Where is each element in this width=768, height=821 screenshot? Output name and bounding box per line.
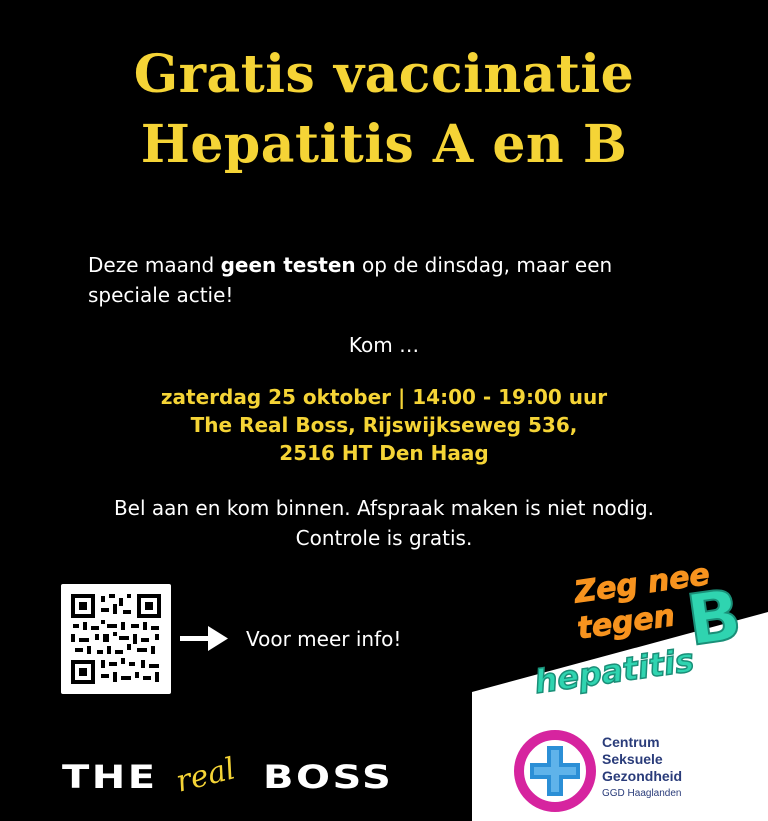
hepatitis-b-sticker xyxy=(520,552,760,702)
csg-logo xyxy=(512,728,752,816)
csg-name-line-2: Seksuele xyxy=(602,751,663,767)
the-real-boss-logo xyxy=(60,748,420,804)
csg-cross-icon xyxy=(512,728,598,814)
sticker-line-2: tegen xyxy=(575,598,678,647)
sticker-line-3: hepatitis xyxy=(532,641,697,702)
kom-text: Kom … xyxy=(348,333,420,357)
qr-code[interactable] xyxy=(61,584,171,694)
walk-in-note: Bel aan en kom binnen. Afspraak maken is niet nodig. Controle is gratis. xyxy=(113,496,655,550)
logo-the: THE xyxy=(62,758,158,796)
sticker-line-1: Zeg nee xyxy=(572,556,712,611)
csg-name-line-3: Gezondheid xyxy=(602,768,683,784)
event-date-time: zaterdag 25 oktober | 14:00 - 19:00 uur xyxy=(160,385,608,409)
arrow-right-icon xyxy=(180,624,230,654)
sticker-letter-b: B xyxy=(681,573,747,662)
csg-name-line-1: Centrum xyxy=(602,734,660,750)
intro-text-end: op de dinsdag, maar een speciale actie! xyxy=(88,253,613,307)
event-address-line-2: 2516 HT Den Haag xyxy=(279,441,489,465)
logo-boss: BOSS xyxy=(263,758,394,796)
headline-line-2: Hepatitis A en B xyxy=(140,114,628,175)
intro-text-bold: geen testen xyxy=(220,253,356,277)
qr-code-pattern xyxy=(71,594,161,684)
headline-line-1: Gratis vaccinatie xyxy=(133,44,635,105)
logo-real: real xyxy=(172,751,239,800)
more-info-link[interactable]: Voor meer info! xyxy=(246,627,402,651)
event-address-line-1: The Real Boss, Rijswijkseweg 536, xyxy=(190,413,578,437)
csg-subtitle: GGD Haaglanden xyxy=(602,788,682,799)
intro-text-start: Deze maand xyxy=(88,253,221,277)
csg-name xyxy=(602,734,682,785)
